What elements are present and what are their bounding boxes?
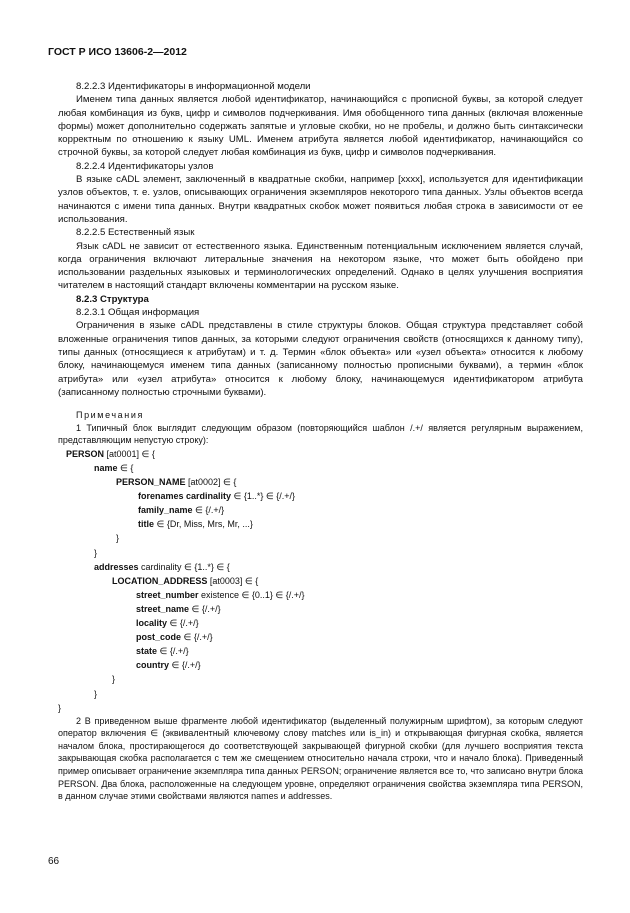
code-line: state ∈ {/.+/} [136, 646, 189, 657]
code-line: country ∈ {/.+/} [136, 660, 201, 671]
code-line: forenames cardinality ∈ {1..*} ∈ {/.+/} [138, 491, 296, 502]
code-line: addresses cardinality ∈ {1..*} ∈ { [94, 561, 230, 572]
section-8-2-3-heading: 8.2.3 Структура [76, 293, 149, 305]
section-8-2-2-3-heading: 8.2.2.3 Идентификаторы в информационной модели [76, 81, 311, 92]
section-8-2-2-4-heading: 8.2.2.4 Идентификаторы узлов [76, 160, 214, 172]
code-line: PERSON_NAME [at0002] ∈ { [116, 477, 237, 488]
code-line: PERSON [at0001] ∈ { [66, 448, 155, 459]
code-line: } [112, 674, 116, 685]
section-8-2-2-5-text: Язык cADL не зависит от естественного языка. Единственным потенциальным исключением является случай, когда ограничения включают литеральные значения на некотором языке, что может быть обойдено при использовании раздельных языковых и терминологических определений. Однако в целях улучшения восприятия читателем в настоящий стандарт включены комментарии на русском языке. [58, 240, 583, 292]
code-line: title ∈ {Dr, Miss, Mrs, Mr, ...} [138, 519, 253, 530]
code-line: LOCATION_ADDRESS [at0003] ∈ { [112, 575, 259, 586]
note-2: 2 В приведенном выше фрагменте любой идентификатор (выделенный полужирным шрифтом), за которым следуют оператор включения ∈ (эквивалентный ключевому слову matches или is_in) и открывающая фигурная скобка, является началом блока, простирающегося до соответствующей закрывающей фигурной скобки (для лучшего восприятия текста закрывающая скобка располагается с тем же смещением относительно начала строки, что и начало блока). Приведенный пример описывает ограничение экземпляра типа данных PERSON; ограничение является все то, что записано внутри блока PERSON. Два блока, расположенные на следующем уровне, определяют ограничения свойства экземпляра типа PERSON, в данном случае этими свойствами являются names и addresses. [58, 715, 583, 802]
code-line: } [94, 688, 98, 699]
code-line: street_number existence ∈ {0..1} ∈ {/.+/} [136, 589, 305, 600]
code-line: street_name ∈ {/.+/} [136, 603, 221, 614]
notes-block [58, 409, 583, 803]
code-line: post_code ∈ {/.+/} [136, 632, 213, 643]
page-number: 66 [48, 856, 60, 867]
section-8-2-3-1-text: Ограничения в языке cADL представлены в стиле структуры блоков. Общая структура представляет собой вложенные ограничения типов данных, за которыми следуют ограничения свойств (относящихся к данному типу), типы данных (относящиеся к атрибутам) и т. д. Термин «блок объекта» или «узел объекта» относится к любому блоку, начинающемуся именем типа данных (записанному полностью прописными буквами), а термин «блок атрибута» или «узел атрибута» относится к любому блоку, начинающемуся идентификатором атрибута (записанному полностью строчными буквами). [58, 320, 583, 398]
code-line: } [116, 533, 120, 544]
document-body [58, 80, 583, 803]
code-example [58, 447, 583, 715]
page-header: ГОСТ Р ИСО 13606-2—2012 [48, 46, 187, 58]
note-1: 1 Типичный блок выглядит следующим образом (повторяющийся шаблон /.+/ является регулярным выражением, представляющим непустую строку): [58, 422, 583, 446]
code-line: name ∈ { [94, 463, 134, 473]
section-8-2-2-4-text: В языке cADL элемент, заключенный в квадратные скобки, например [xxxx], используется для идентификации узлов объектов, т. е. узлов, описывающих ограничения экземпляров некоторого типа данных. Узлы объектов всегда начинаются с имени типа данных. Внутри квадратных скобок может появиться любая строка в зависимости от ее использования. [58, 174, 583, 225]
code-line: locality ∈ {/.+/} [136, 618, 199, 629]
code-line: } [94, 547, 98, 558]
section-8-2-2-5-heading: 8.2.2.5 Естественный язык [76, 227, 195, 239]
code-line: family_name ∈ {/.+/} [138, 505, 225, 516]
section-8-2-3-1-heading: 8.2.3.1 Общая информация [76, 307, 200, 319]
section-8-2-2-3-text: Именем типа данных является любой идентификатор, начинающийся с прописной буквы, за которой следует любая комбинация из букв, цифр и символов подчеркивания. Имя обобщенного типа данных (включая вложенные формы) может дополнительно содержать запятые и угловые скобки, но не пробелы, и должно быть синтаксически корректным по отношению к языку UML. Именем атрибута является любой идентификатор, начинающийся со строчной буквы, за которой следует любая комбинация из букв, цифр и символов подчеркивания. [58, 94, 583, 159]
notes-label: Примечания [76, 410, 144, 421]
code-line: } [58, 702, 62, 713]
